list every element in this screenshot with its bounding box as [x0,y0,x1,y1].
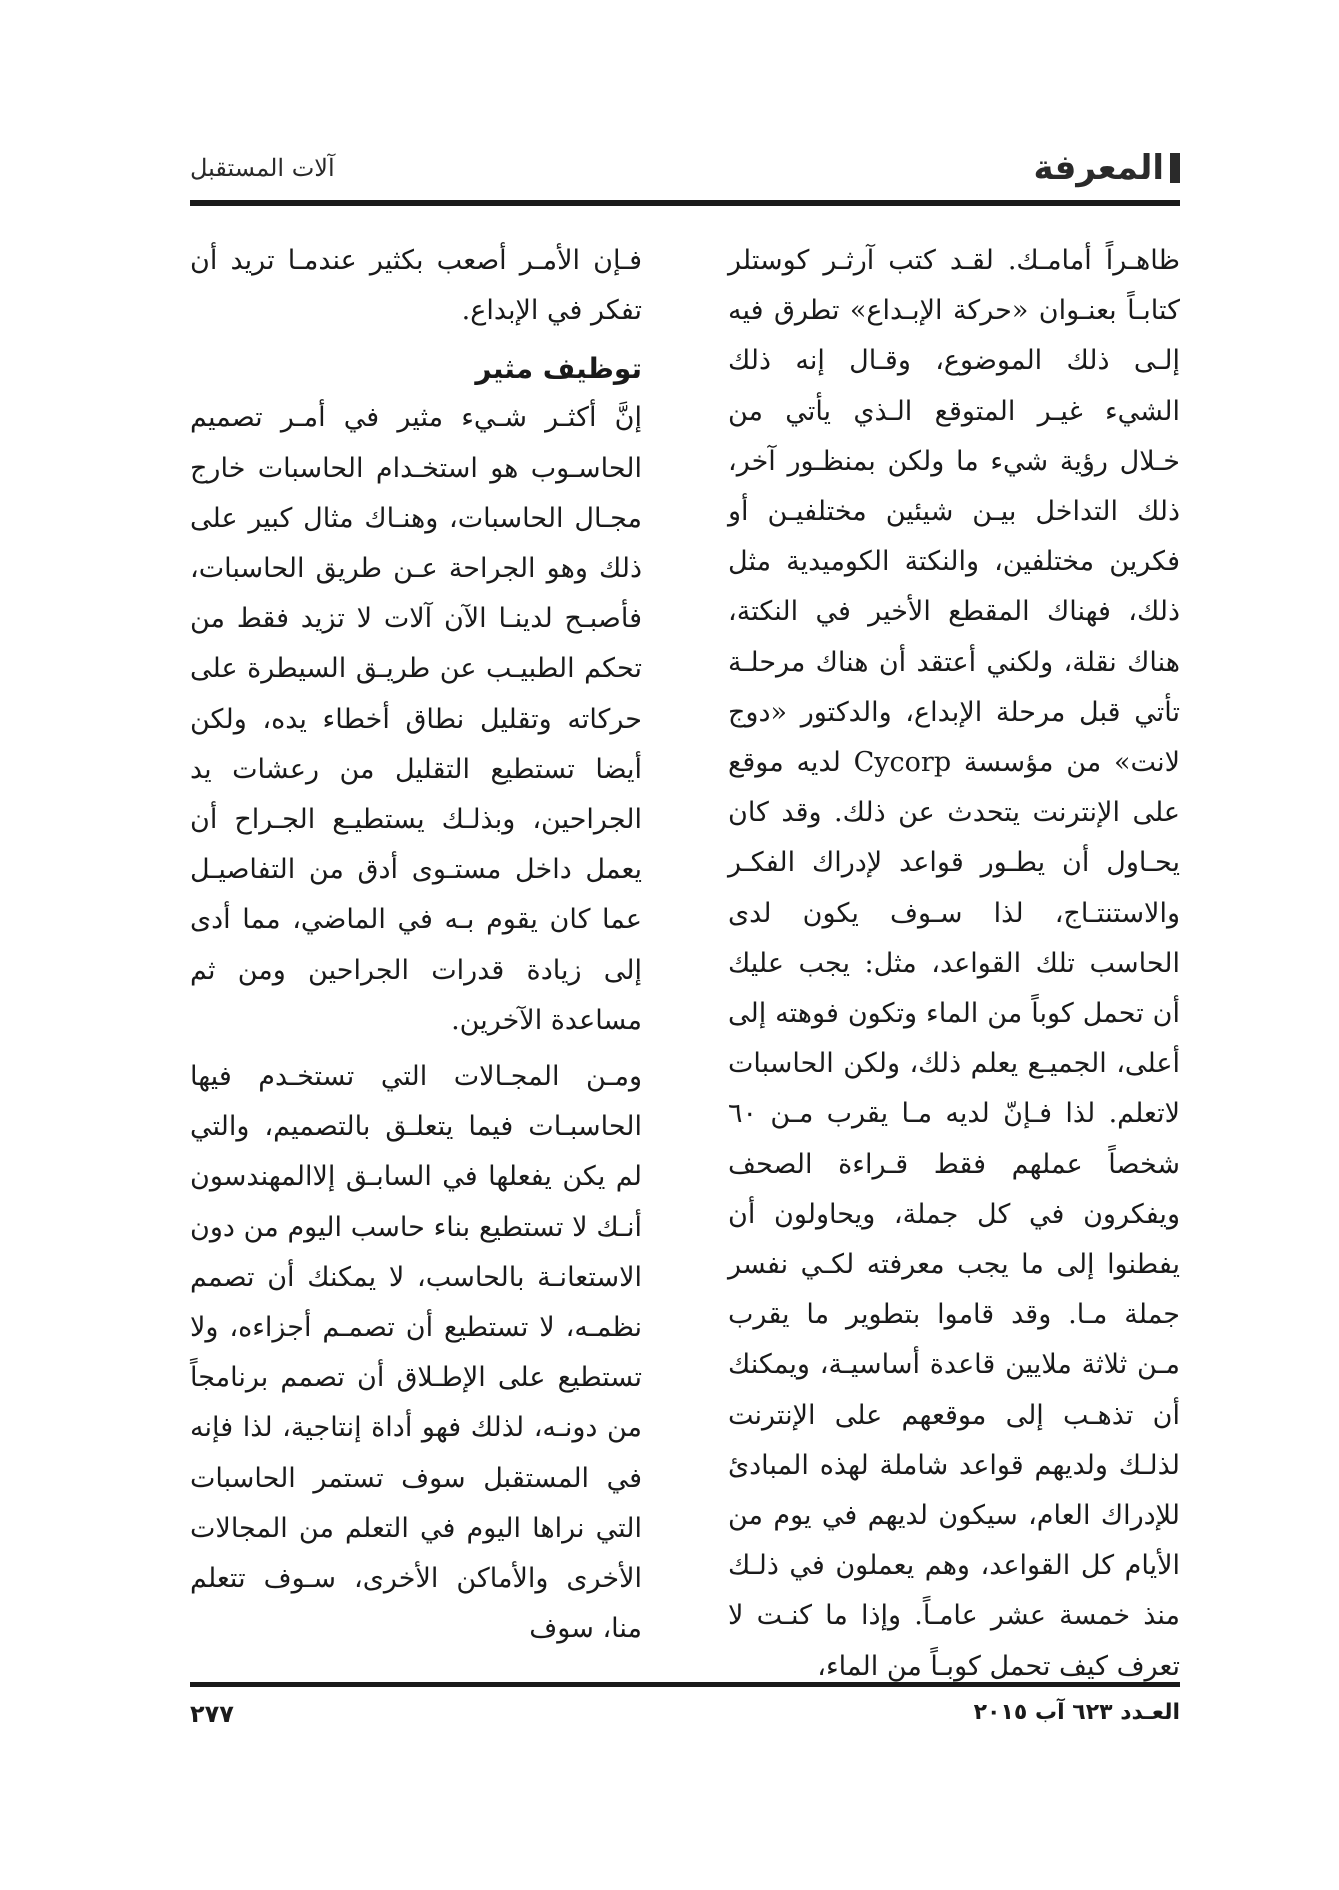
issue-info: العـدد ٦٢٣ آب ٢٠١٥ [973,1700,1180,1725]
left-column-paragraph-1: فـإن الأمـر أصعب بكثير عندمـا تريد أن تفكر في الإبداع. [190,245,642,327]
magazine-logo [1034,148,1180,188]
left-column [190,236,642,1654]
subheading: توظيف مثير [475,352,642,386]
page-header [190,148,1180,192]
left-column-paragraph-2: إنَّ أكثـر شـيء مثير في أمـر تصميم الحاسـوب هو استخـدام الحاسبات خارج مجـال الحاسبات، وهنـاك مثال كبير على ذلك وهو الجراحة عـن طريق الحاسبات، فأصبـح لدينـا الآن آلات لا تزيد فقط من تحكم الطبيـب عن طريـق السيطرة على حركاته وتقليل نطاق أخطاء يده، ولكن أيضا تستطيع التقليل من رعشات يد الجراحين، وبذلـك يستطيـع الجـراح أن يعمل داخل مستـوى أدق من التفاصيـل عما كان يقوم بـه في الماضي، مما أدى إلى زيادة قدرات الجراحين ومن ثم مساعدة الآخرين. [190,402,642,1036]
page-number: ٢٧٧ [190,1700,234,1728]
section-title: آلات المستقبل [190,154,335,182]
right-column-paragraph: ظاهـراً أمامـك. لقـد كتب آرثـر كوستلر كتابـاً بعنـوان «حركة الإبـداع» تطرق فيه إلـى ذلك الموضوع، وقـال إنه ذلك الشيء غيـر المتوقع الـذي يأتي من خـلال رؤية شيء ما ولكن بمنظـور آخر، ذلك التداخل بيـن شيئين مختلفيـن أو فكرين مختلفين، والنكتة الكوميدية مثل ذلك، فهناك المقطع الأخير في النكتة، هناك نقلة، ولكني أعتقد أن هناك مرحلـة تأتي قبل مرحلة الإبداع، والدكتور «دوج لانت» من مؤسسة Cycorp لديه موقع على الإنترنت يتحدث عن ذلك. وقد كان يحـاول أن يطـور قواعد لإدراك الفكـر والاستنتـاج، لذا سـوف يكون لدى الحاسب تلك القواعد، مثل: يجب عليك أن تحمل كوباً من الماء وتكون فوهته إلى أعلى، الجميـع يعلم ذلك، ولكن الحاسبات لاتعلم. لذا فـإنّ لديه مـا يقرب مـن ٦٠ شخصاً عملهم فقط قـراءة الصحف ويفكرون في كل جملة، ويحاولون أن يفطنوا إلى ما يجب معرفته لكـي نفسر جملة مـا. وقد قاموا بتطوير ما يقرب مـن ثلاثة ملايين قاعدة أساسيـة، ويمكنك أن تذهـب إلى موقعهم على الإنترنت لذلـك ولديهم قواعد شاملة لهذه المبادئ للإدراك العام، سيكون لديهم في يوم من الأيام كل القواعد، وهم يعملون في ذلـك منذ خمسة عشر عامـاً. وإذا ما كنـت لا تعرف كيف تحمل كوبـاً من الماء، [728,245,1180,1682]
magazine-name: المعرفة [1033,148,1164,188]
footer-divider [190,1682,1180,1687]
header-divider [190,200,1180,206]
logo-mark-icon [1170,153,1180,183]
right-column [728,236,1180,1692]
left-column-paragraph-3: ومـن المجـالات التي تستخـدم فيها الحاسبـات فيما يتعلـق بالتصميم، والتي لم يكن يفعلها في السابـق إلاالمهندسون أنـك لا تستطيع بناء حاسب اليوم من دون الاستعانـة بالحاسب، لا يمكنك أن تصمم نظمـه، لا تستطيع أن تصمـم أجزاءه، ولا تستطيع على الإطـلاق أن تصمم برنامجاً من دونـه، لذلك فهو أداة إنتاجية، لذا فإنه في المستقبل سوف تستمر الحاسبات التي نراها اليوم في التعلم من المجالات الأخرى والأماكن الأخرى، سـوف تتعلم منا، سوف [190,1061,642,1645]
